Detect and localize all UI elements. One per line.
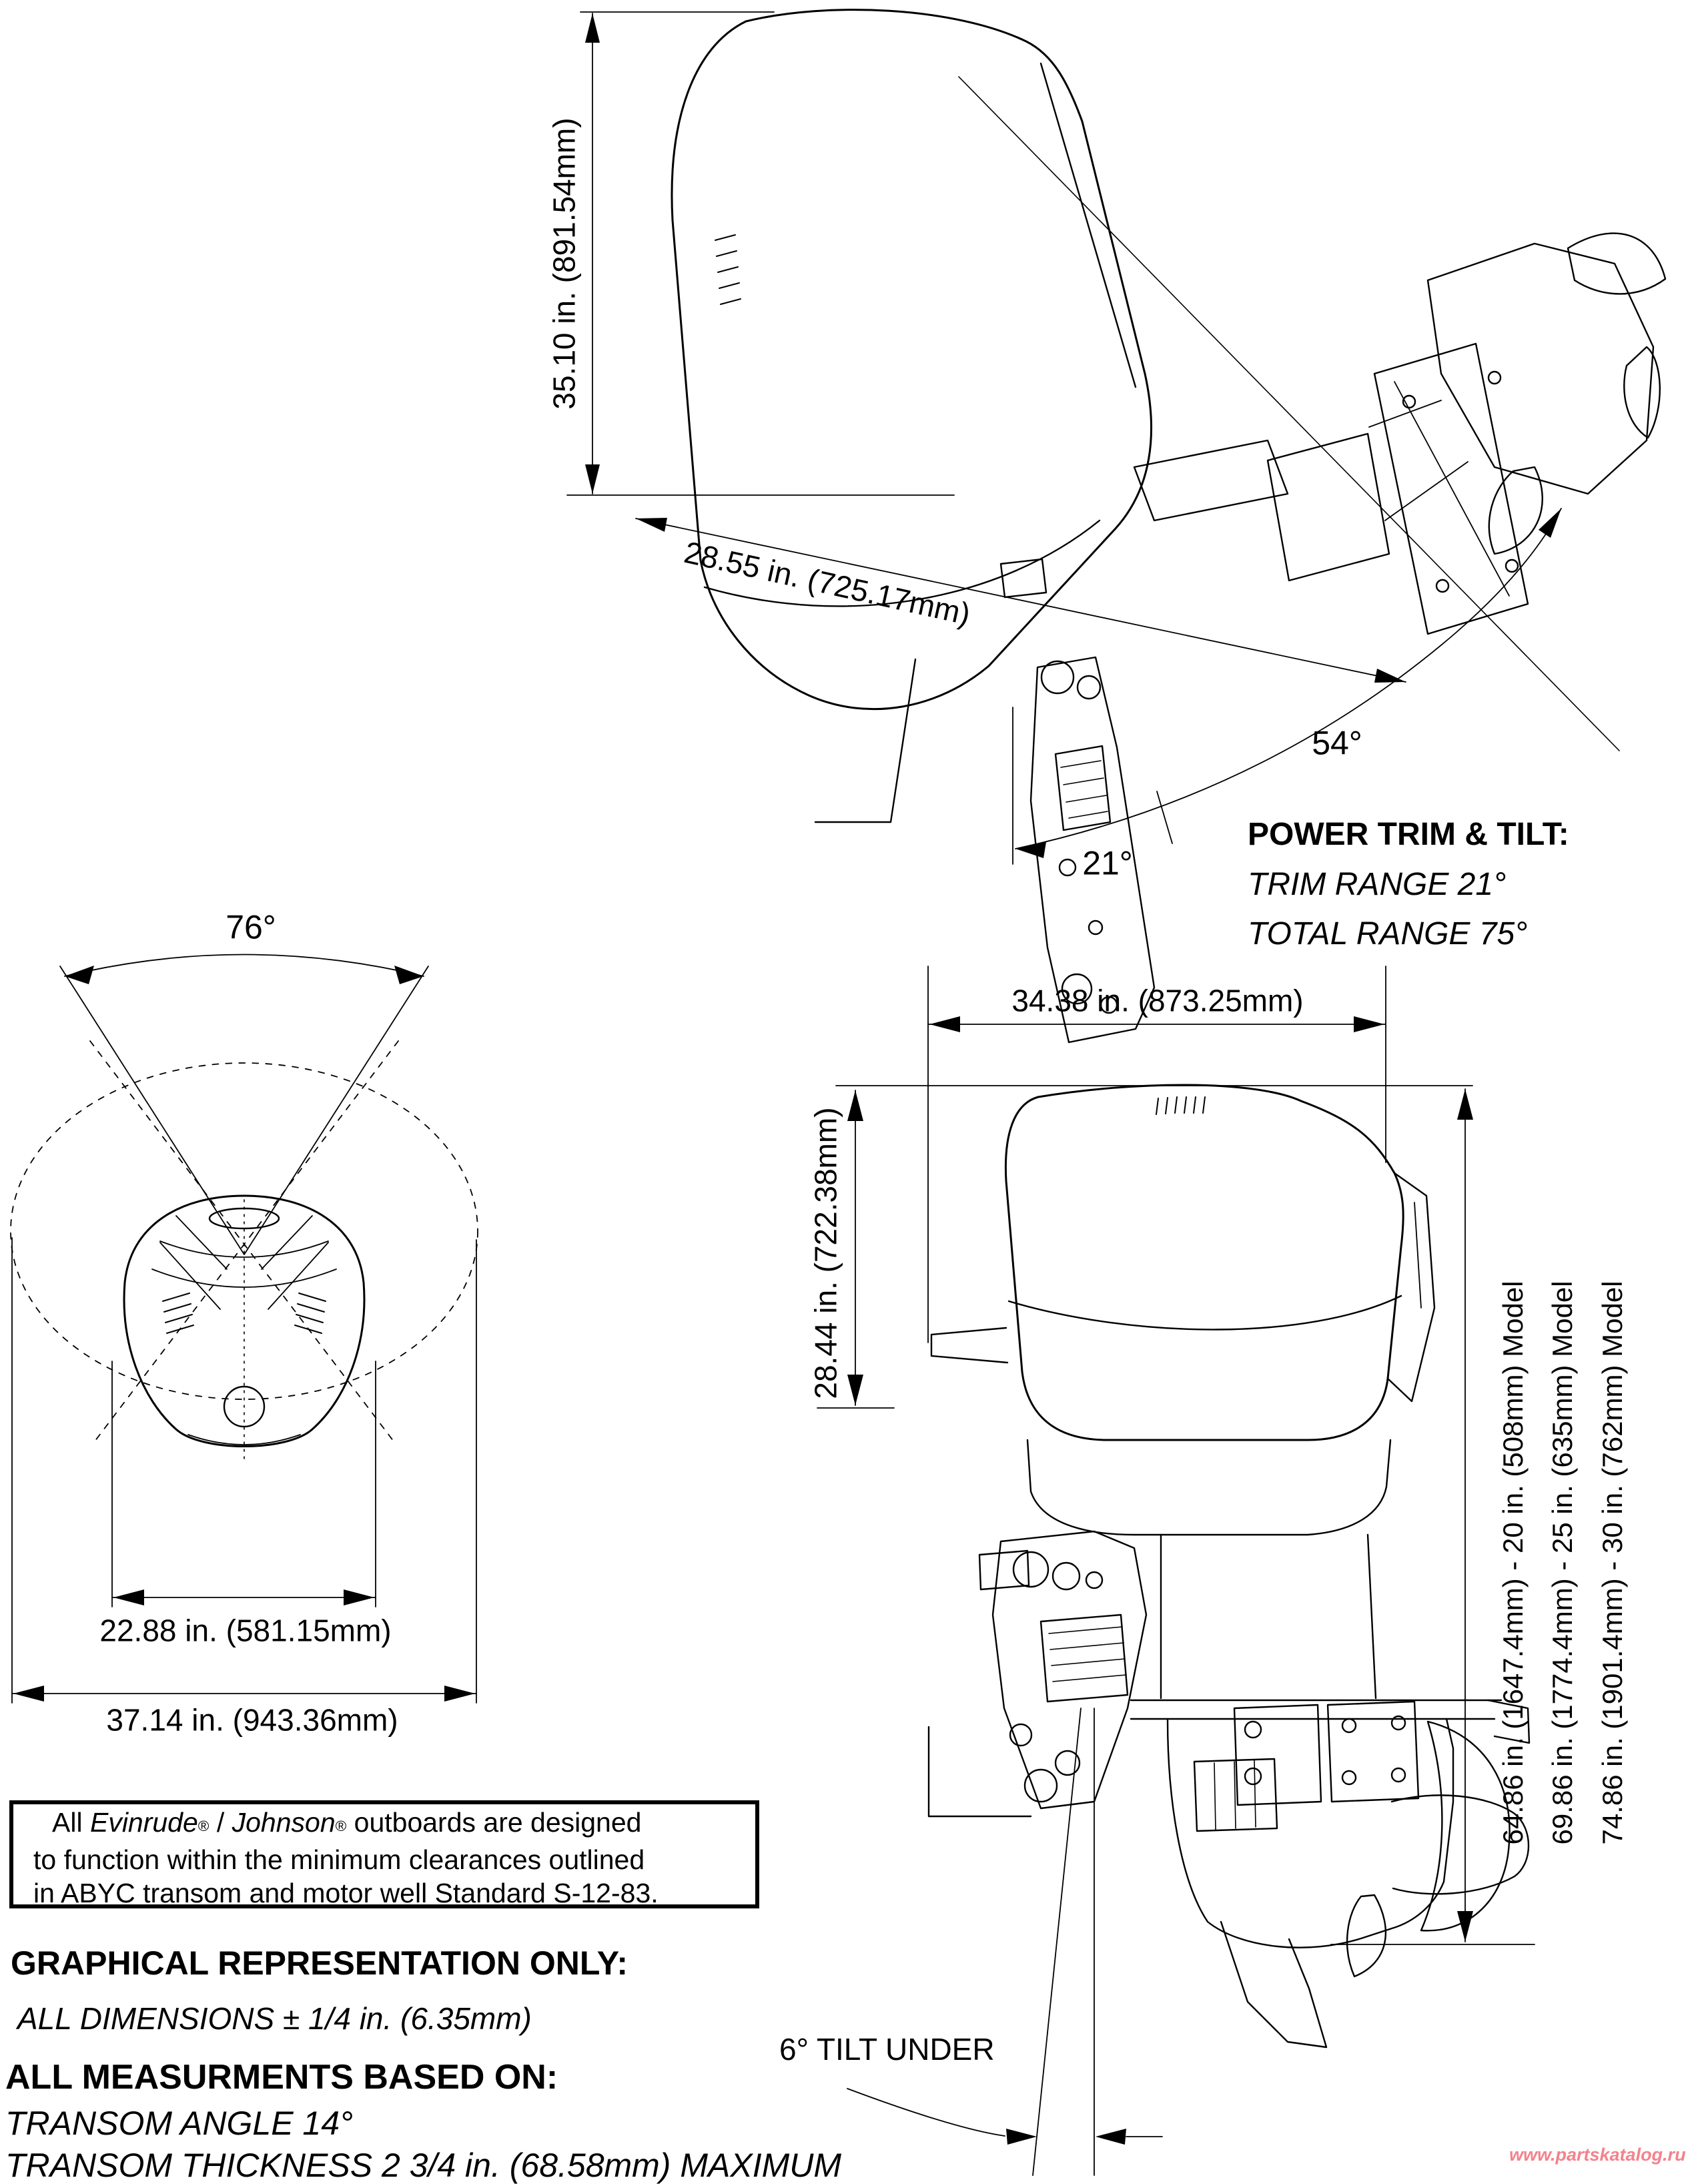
model-height-label-20in: 64.86 in. (1647.4mm) - 20 in. (508mm) Model	[1497, 1281, 1529, 1845]
tilt-under-label: 6° TILT UNDER	[779, 2032, 995, 2067]
upright-motor-dimensions	[817, 966, 1535, 2175]
transom-angle-note: TRANSOM ANGLE 14°	[5, 2105, 354, 2142]
watermark: www.partskatalog.ru	[1509, 2145, 1686, 2165]
swing-dimension-label: 28.55 in. (725.17mm)	[681, 534, 974, 632]
tilt-angle-label: 54°	[1312, 724, 1362, 762]
trim-angle-label: 21°	[1082, 844, 1133, 882]
clearance-note-line1: All Evinrude® / Johnson® outboards are designed	[52, 1807, 642, 1838]
clearance-note-box	[9, 1800, 759, 1908]
clearance-note-line3: in ABYC transom and motor well Standard S-12-83.	[33, 1877, 659, 1908]
clearance-note-line2: to function within the minimum clearances outlined	[33, 1844, 645, 1875]
tilted-motor-dimensions	[567, 12, 1561, 864]
total-range-note: TOTAL RANGE 75°	[1248, 916, 1528, 952]
graphical-representation-title: GRAPHICAL REPRESENTATION ONLY:	[11, 1944, 628, 1982]
transom-thickness-note: TRANSOM THICKNESS 2 3/4 in. (68.58mm) MAXIMUM	[5, 2147, 842, 2184]
cowl-width-dimension-label: 22.88 in. (581.15mm)	[99, 1613, 392, 1648]
trim-range-note: TRIM RANGE 21°	[1248, 867, 1507, 902]
top-view-drawing	[11, 955, 478, 1465]
power-trim-title: POWER TRIM & TILT:	[1248, 817, 1569, 852]
tilted-motor-drawing	[672, 10, 1665, 1042]
swing-width-dimension-label: 37.14 in. (943.36mm)	[106, 1702, 398, 1738]
length-dimension-label: 34.38 in. (873.25mm)	[1011, 983, 1304, 1018]
dimensions-tolerance-note: ALL DIMENSIONS ± 1/4 in. (6.35mm)	[17, 2001, 532, 2036]
model-height-label-30in: 74.86 in. (1901.4mm) - 30 in. (762mm) Model	[1596, 1281, 1628, 1845]
upright-motor-drawing	[929, 1085, 1529, 2047]
measurements-title: ALL MEASURMENTS BASED ON:	[5, 2058, 558, 2097]
model-height-label-25in: 69.86 in. (1774.4mm) - 25 in. (635mm) Model	[1546, 1281, 1578, 1845]
cowl-height-dimension-label: 28.44 in. (722.38mm)	[808, 1107, 843, 1399]
steering-angle-label: 76°	[226, 908, 276, 946]
height-dimension-label: 35.10 in. (891.54mm)	[546, 117, 582, 410]
